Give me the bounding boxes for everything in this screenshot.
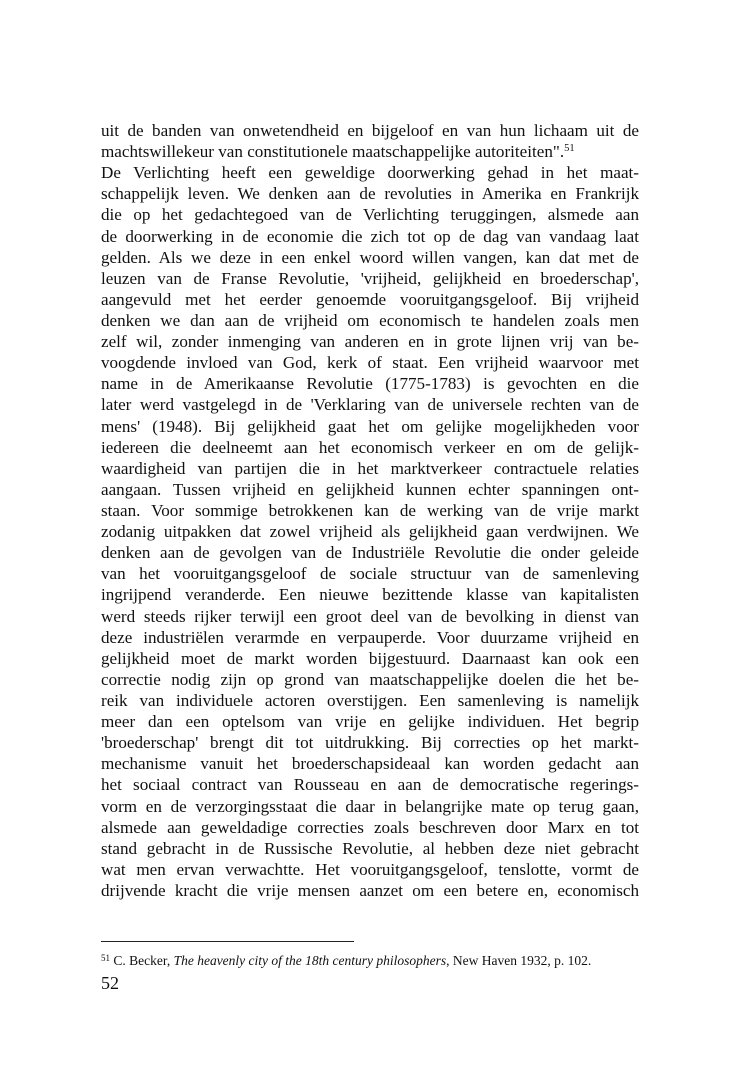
text-line: waardigheid van partijen die in het marktverkeer contractuele relaties — [101, 458, 639, 478]
text-line: denken aan de gevolgen van de Industriële Revolutie die onder geleide — [101, 543, 639, 563]
text-line: schappelijk leven. We denken aan de revoluties in Amerika en Frankrijk — [101, 184, 639, 204]
text-line-content: machtswillekeur van constitutionele maatschappelijke autoriteiten". — [101, 142, 565, 162]
footnote-title: The heavenly city of the 18th century philosophers — [173, 953, 447, 968]
text-line: later werd vastgelegd in de 'Verklaring van de universele rechten van de — [101, 395, 639, 415]
footnote-divider — [101, 941, 354, 942]
text-line: mens' (1948). Bij gelijkheid gaat het om gelijke mogelijkheden voor — [101, 416, 639, 436]
text-line: van het vooruitgangsgeloof de sociale structuur van de samenleving — [101, 564, 639, 584]
text-line: uit de banden van onwetendheid en bijgeloof en van hun lichaam uit de — [101, 121, 639, 140]
text-line: werd steeds rijker terwijl een groot deel van de bevolking in dienst van — [101, 606, 639, 626]
body-text — [101, 120, 639, 901]
text-line: mechanisme vanuit het broederschapsideaal kan worden gedacht aan — [101, 754, 639, 774]
footnote-number: 51 — [101, 953, 110, 963]
text-line: het sociaal contract van Rousseau en aan de democratische regerings- — [101, 775, 639, 795]
text-line: alsmede aan geweldadige correcties zoals beschreven door Marx en tot — [101, 817, 639, 837]
text-line: zelf wil, zonder inmenging van anderen en in grote lijnen vrij van be- — [101, 332, 639, 352]
text-line: leuzen van de Franse Revolutie, 'vrijheid, gelijkheid en broederschap', — [101, 268, 639, 288]
text-line: deze industriëlen verarmde en verpauperde. Voor duurzame vrijheid en — [101, 627, 639, 647]
text-line: die op het gedachtegoed van de Verlichting teruggingen, alsmede aan — [101, 205, 639, 225]
text-line: aangaan. Tussen vrijheid en gelijkheid kunnen echter spanningen ont- — [101, 479, 639, 499]
text-line: 'broederschap' brengt dit tot uitdrukking. Bij correcties op het markt- — [101, 733, 639, 753]
text-line: vorm en de verzorgingsstaat die daar in belangrijke mate op terug gaan, — [101, 796, 639, 816]
text-line: meer dan een optelsom van vrije en gelijke individuen. Het begrip — [101, 712, 639, 732]
text-line: name in de Amerikaanse Revolutie (1775-1783) is gevochten en die — [101, 374, 639, 394]
text-line: zodanig uitpakken dat zowel vrijheid als gelijkheid gaan verdwijnen. We — [101, 522, 639, 542]
text-line: reik van individuele actoren overstijgen. Een samenleving is namelijk — [101, 690, 639, 710]
footnote-reference[interactable]: 51 — [564, 143, 575, 155]
text-line: ingrijpend veranderde. Een nieuwe bezittende klasse van kapitalisten — [101, 585, 639, 605]
text-line: de doorwerking in de economie die zich tot op de dag van vandaag laat — [101, 226, 639, 246]
text-line: staan. Voor sommige betrokkenen kan de werking van de vrije markt — [101, 500, 639, 520]
text-line — [101, 141, 639, 162]
footnote-author: C. Becker, — [113, 953, 174, 968]
text-line: stand gebracht in de Russische Revolutie, al hebben deze niet gebracht — [101, 838, 639, 858]
text-line: denken we dan aan de vrijheid om economisch te handelen zoals men — [101, 310, 639, 330]
footnote — [101, 952, 639, 969]
text-line: De Verlichting heeft een geweldige doorwerking gehad in het maat- — [101, 163, 639, 183]
text-line: wat men ervan verwachtte. Het vooruitgangsgeloof, tenslotte, vormt de — [101, 859, 639, 879]
text-line: voogdende invloed van God, kerk of staat. Een vrijheid waarvoor met — [101, 353, 639, 373]
text-line: gelden. Als we deze in een enkel woord willen vangen, kan dat met de — [101, 247, 639, 267]
footnote-details: , New Haven 1932, p. 102. — [446, 953, 592, 968]
page-number: 52 — [101, 973, 119, 993]
text-line: iedereen die deelneemt aan het economisch verkeer en om de gelijk- — [101, 437, 639, 457]
text-line: gelijkheid moet de markt worden bijgestuurd. Daarnaast kan ook een — [101, 648, 639, 668]
text-line: aangevuld met het eerder genoemde vooruitgangsgeloof. Bij vrijheid — [101, 289, 639, 309]
text-line: drijvende kracht die vrije mensen aanzet om een betere en, economisch — [101, 880, 639, 900]
text-line: correctie nodig zijn op grond van maatschappelijke doelen die het be- — [101, 669, 639, 689]
